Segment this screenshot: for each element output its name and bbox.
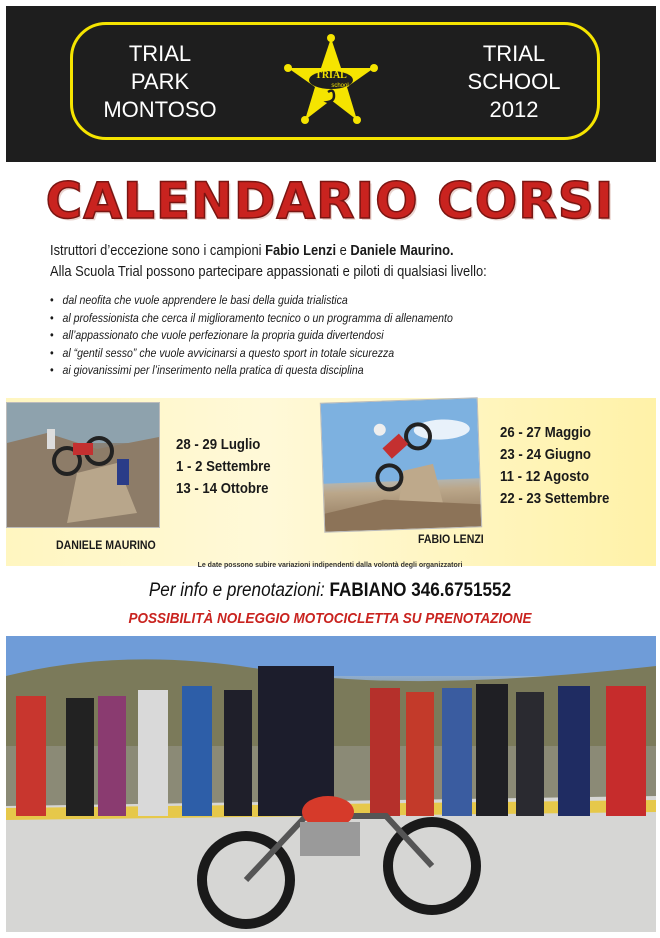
course-date: 23 - 24 Giugno [500,446,591,463]
header-left-line: PARK [130,69,190,94]
course-date: 1 - 2 Settembre [176,458,271,475]
header-right-line: TRIAL [482,41,546,66]
page-title: CALENDARIO CORSI [45,172,615,230]
list-item: • al professionista che cerca il miglioramento tecnico o un programma di allenamento [50,310,613,328]
intro-text [50,240,652,282]
list-item: • ai giovanissimi per l’inserimento nella pratica di questa disciplina [50,362,613,380]
disclaimer: Le date possono subire variazioni indipendenti dalla volontà degli organizzatori [197,562,463,569]
list-item: • all’appassionato che vuole perfezionare la propria guida divertendosi [50,327,613,345]
header-right-text [446,40,582,124]
rider-photo-illustration [321,398,481,531]
intro-text-part: Istruttori d’eccezione sono i campioni [50,242,266,259]
course-date: 26 - 27 Maggio [500,424,591,441]
audience-list [50,292,613,380]
group-photo-illustration [6,636,656,932]
course-date: 11 - 12 Agosto [500,468,590,485]
header-left-line: MONTOSO [103,97,217,122]
list-item: • al “gentil sesso” che vuole avvicinarsi a questo sport in totale sicurezza [50,345,613,363]
course-date: 28 - 29 Luglio [176,436,261,453]
dates-daniele-maurino [176,434,271,500]
caption-daniele-maurino: DANIELE MAURINO [56,538,156,552]
instructor-name-bold: Daniele Maurino. [350,242,454,259]
intro-line-1 [50,240,652,261]
list-item: • dal neofita che vuole apprendere le basi della guida trialistica [50,292,613,310]
info-line [33,580,627,602]
photo-daniele-maurino [6,402,160,528]
info-label: Per info e prenotazioni: [148,580,330,601]
course-date: 22 - 23 Settembre [500,490,610,507]
caption-fabio-lenzi: FABIO LENZI [418,532,484,546]
badge-top-text: TRIAL [315,70,347,81]
info-contact: FABIANO 346.6751552 [329,580,512,601]
header-right-line: 2012 [489,97,539,122]
rider-photo-illustration [7,403,159,527]
header-right-line: SCHOOL [467,69,561,94]
rental-notice: POSSIBILITÀ NOLEGGIO MOTOCICLETTA SU PRENOTAZIONE [128,610,532,627]
course-date: 13 - 14 Ottobre [176,480,269,497]
intro-line-2: Alla Scuola Trial possono partecipare appassionati e piloti di qualsiasi livello: [50,263,487,280]
badge-bottom-text: school [331,83,349,89]
dates-fabio-lenzi [500,422,609,510]
group-photo [6,636,656,932]
header-left-text [92,40,228,124]
sheriff-star-logo [284,34,378,130]
instructor-name-bold: Fabio Lenzi [265,242,337,259]
header-left-line: TRIAL [128,41,192,66]
intro-text-part: e [336,242,351,259]
photo-fabio-lenzi [320,397,482,532]
